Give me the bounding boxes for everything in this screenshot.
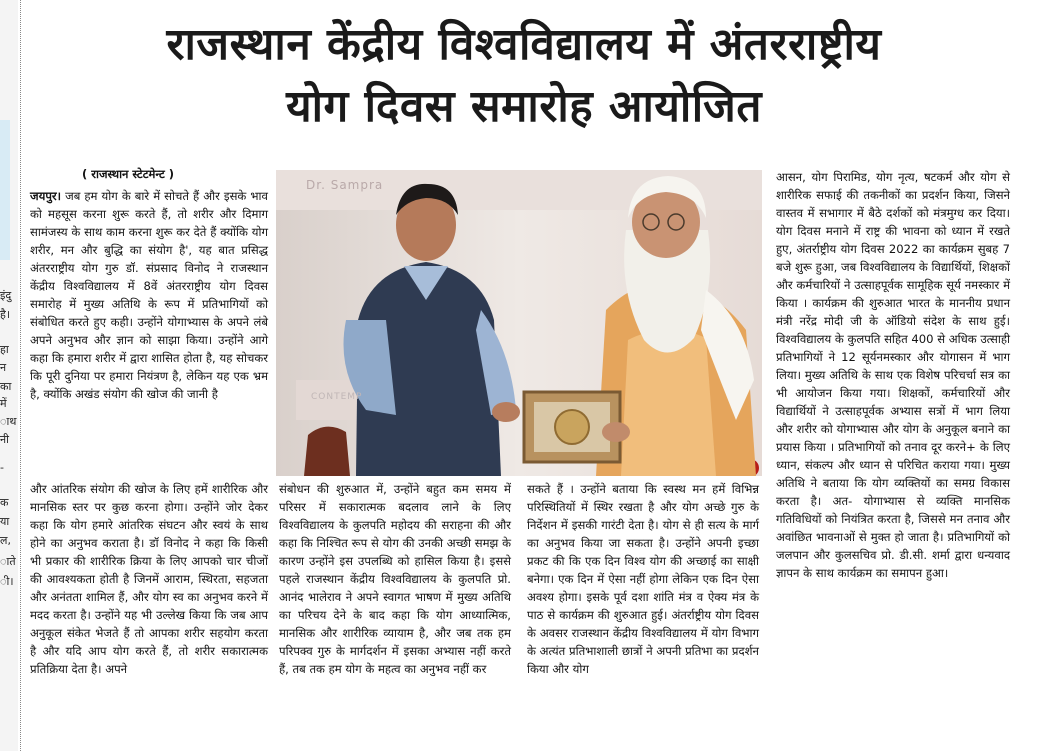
- byline: ( राजस्थान स्टेटमेन्ट ): [82, 167, 175, 181]
- banner-text: Dr. Sampra: [306, 178, 384, 192]
- article-column-4: [776, 168, 1010, 582]
- headline-line-1: राजस्थान केंद्रीय विश्वविद्यालय में अंतरराष्ट्रीय: [166, 19, 882, 70]
- article-paragraph: [30, 187, 268, 403]
- edge-fragment: ाते: [0, 555, 16, 568]
- edge-fragment: ी।: [0, 575, 14, 588]
- adjacent-article-tint: [0, 120, 10, 260]
- edge-fragment: -: [0, 461, 4, 474]
- dateline: जयपुर।: [30, 189, 62, 203]
- edge-fragment: या: [0, 515, 10, 528]
- adjacent-article-edge: [0, 0, 18, 751]
- event-photo-illustration: [276, 170, 762, 476]
- edge-fragment: इंदु: [0, 289, 12, 302]
- edge-fragment: क: [0, 496, 9, 509]
- article-column-3: [527, 480, 759, 678]
- edge-fragment: नी: [0, 433, 9, 446]
- edge-fragment: में: [0, 397, 7, 410]
- article-paragraph: संबोधन की शुरुआत में, उन्होंने बहुत कम समय में परिसर में सकारात्मक बदलाव लाने के लिए विश्वविद्यालय के कुलपति महोदय की सराहना की और कहा कि निश्चित रूप से योग की उनकी अच्छी समझ के कारण उन्होंने इस उपलब्धि को हासिल किया है। इससे पहले राजस्थान केंद्रीय विश्वविद्यालय के कुलपति प्रो. आनंद भालेराव ने अपने स्वागत भाषण में मुख्य अतिथि का परिचय देने के बाद कहा कि योग आध्यात्मिक, मानसिक और शारीरिक व्यायाम है, और जब तक हम परिपक्व गुरु के मार्गदर्शन में इसका अभ्यास नहीं करते हैं, तब तक हम योग के महत्व का अनुभव नहीं कर: [279, 482, 511, 676]
- headline: [24, 14, 1024, 138]
- article-column-1-bottom: [30, 480, 268, 678]
- banner-text-lower: CONTEMP: [311, 392, 363, 402]
- article-column-1-top: [30, 187, 268, 403]
- edge-fragment: ाथ: [0, 415, 17, 428]
- article-paragraph: आसन, योग पिरामिड, योग नृत्य, षटकर्म और योग से शारीरिक सफाई की तकनीकों का प्रदर्शन किया, जिसने वास्तव में सभागार में बैठे दर्शकों को मंत्रमुग्ध कर दिया। योग दिवस मनाने में राष्ट्र की भावना को ध्यान में रखते हुए, अंतर्राष्ट्रीय योग दिवस 2022 का कार्यक्रम सुबह 7 बजे शुरू हुआ, जब विश्वविद्यालय के विद्यार्थियों, शिक्षकों और कर्मचारियों ने उत्साहपूर्वक सामूहिक सूर्य नमस्कार में किया । कार्यक्रम की शुरुआत भारत के माननीय प्रधान मंत्री नरेंद्र मोदी जी के ऑडियो संदेश के साथ हुई। विश्वविद्यालय के कुलपति सहित 400 से अधिक उत्साही प्रतिभागियों ने 12 सूर्यनमस्कार और योगासन में भाग लिया। मुख्य अतिथि के साथ एक विशेष परिचर्चा सत्र का भी आयोजन किया गया। शिक्षकों, कर्मचारियों और विद्यार्थियों ने उत्साहपूर्वक अभ्यास सत्रों में भाग लिया और शरीर को योगाभ्यास और योग के अनुकूल बनाने का प्रयास किया । प्रतिभागियों को तनाव दूर करने+ के लिए ध्यान, संकल्प और ध्यान से परिचित कराया गया। मुख्य अतिथि ने बताया कि योग व्यक्तियों का समग्र विकास करता है। अत- योगाभ्यास से व्यक्ति मानसिक गतिविधियों को नियंत्रित करता है, जिससे मन तनाव और अवांछित भावनाओं से मुक्त हो जाता है। प्रतिभागियों को जलपान और कुलसचिव प्रो. डी.सी. शर्मा द्वारा धन्यवाद ज्ञापन के साथ कार्यक्रम का समापन हुआ।: [776, 170, 1010, 580]
- edge-fragment: न: [0, 361, 7, 374]
- edge-fragment: ल,: [0, 534, 11, 547]
- edge-fragment: का: [0, 380, 12, 393]
- headline-line-2: योग दिवस समारोह आयोजित: [286, 81, 762, 132]
- event-photo: [276, 170, 762, 476]
- column-divider: [20, 0, 21, 751]
- article-text: जब हम योग के बारे में सोचते हैं और इसके भाव को महसूस करना शुरू करते हैं, तो शरीर और दिमाग सामंजस्य के साथ काम करना शुरू कर देते हैं क्योंकि योग शरीर, मन और बुद्धि का संयोग है', यह बात प्रसिद्ध अंतरराष्ट्रीय योग गुरु डॉ. संप्रसाद विनोद ने राजस्थान केंद्रीय विश्वविद्यालय में 8वें अंतरराष्ट्रीय योग दिवस समारोह में मुख्य अतिथि के रूप में प्रतिभागियों को संबोधित करते हुए कही। उन्होंने योगाभ्यास के अपने लंबे अपने अनुभव और ज्ञान को साझा किया। उन्होंने आगे कहा कि हमारा शरीर में द्वारा शासित होता है, यह सोचकर कि पूरी दुनिया पर हमारा नियंत्रण है, लेकिन यह एक भ्रम है, क्योंकि अखंड संयोग की खोज की जानी है: [30, 189, 268, 401]
- article-paragraph: सकते हैं । उन्होंने बताया कि स्वस्थ मन हमें विभिन्न परिस्थितियों में स्थिर रखता है और योग अच्छे गुरु के निर्देशन में इसकी गारंटी देता है। योग से ही सत्य के मार्ग का अनुभव किया जा सकता है। उन्होंने अपनी इच्छा प्रकट की कि एक दिन विश्व योग की अच्छाई का साक्षी बनेगा। एक दिन में ऐसा नहीं होगा लेकिन एक दिन ऐसा अवश्य होगा। इसके पूर्व दशा शांति मंत्र व ऐक्य मंत्र के पाठ से कार्यक्रम की शुरुआत हुई। अंतर्राष्ट्रीय योग दिवस के अवसर राजस्थान केंद्रीय विश्वविद्यालय में योग विभाग के अत्यंत प्रतिभाशाली छात्रों ने अपनी प्रतिभा का प्रदर्शन किया और योग: [527, 482, 759, 676]
- article-paragraph: और आंतरिक संयोग की खोज के लिए हमें शारीरिक और मानसिक स्तर पर कुछ करना होगा। उन्होंने जोर देकर कहा कि योग हमारे आंतरिक संघटन और स्वयं के साथ होने का अनुभव कराता है। डॉ विनोद ने कहा कि किसी भी प्रकार की शारीरिक क्रिया के लिए आपको चार चीजों की आवश्यकता होती है जिनमें आराम, स्थिरता, सहजता और अनंतता शामिल हैं, और योग स्व का अनुभव करने में मदद करता है। उन्होंने यह भी उल्लेख किया कि जब आप अनुकूल संकेत भेजते हैं तो आपका शरीर सहयोग करता है और यदि आप योग करते हैं, तो शरीर सकारात्मक प्रतिक्रिया देता है। अपने: [30, 482, 268, 676]
- article-column-2: [279, 480, 511, 678]
- edge-fragment: है।: [0, 308, 11, 321]
- edge-fragment: हा: [0, 343, 9, 356]
